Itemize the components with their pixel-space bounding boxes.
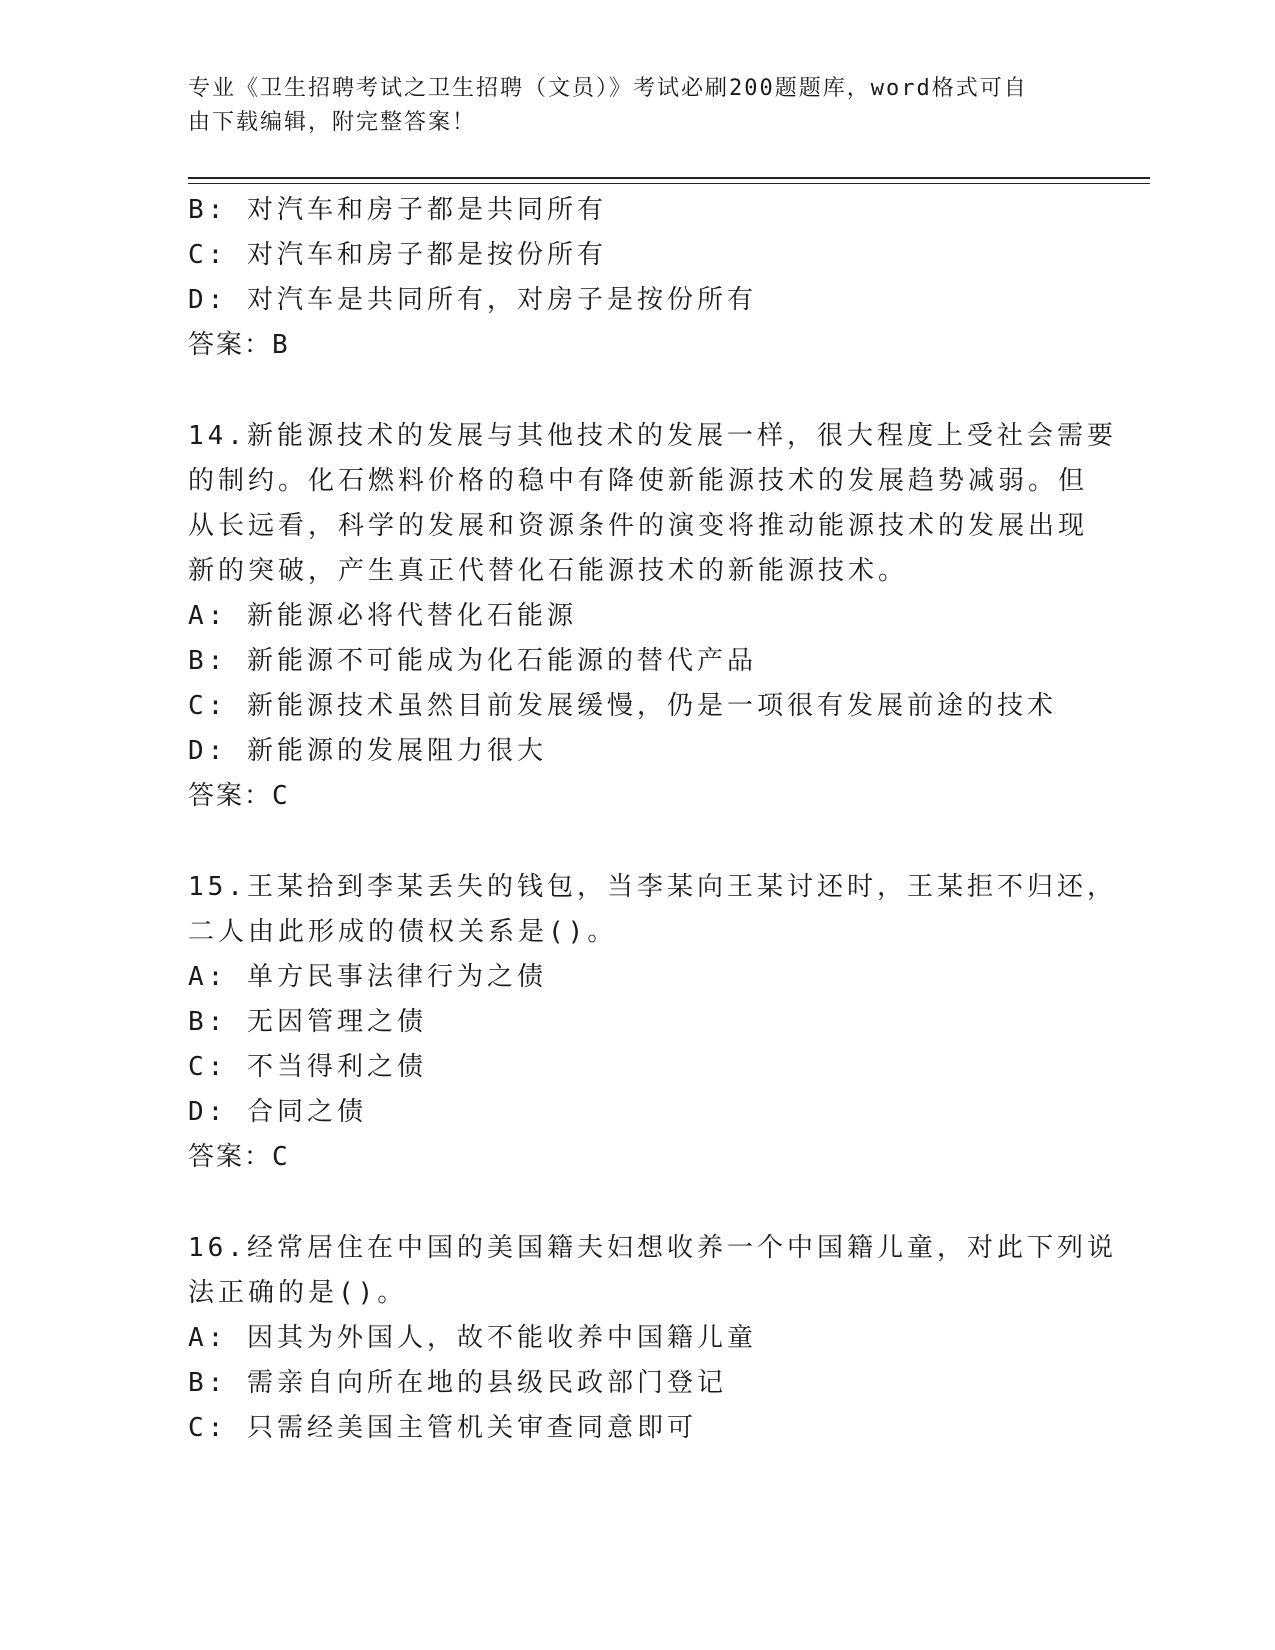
header-divider-thick <box>188 177 1150 179</box>
header-title-line-2: 由下载编辑，附完整答案！ <box>188 110 477 135</box>
question-13-continued <box>188 188 1088 368</box>
option-b: B: 对汽车和房子都是共同所有 <box>188 195 607 225</box>
question-stem-line: 16.经常居住在中国的美国籍夫妇想收养一个中国籍儿童，对此下列说 <box>188 1233 1117 1263</box>
option-c: C: 不当得利之债 <box>188 1052 427 1082</box>
question-16 <box>188 1226 1117 1451</box>
answer: 答案：B <box>188 330 290 360</box>
option-d: D: 对汽车是共同所有，对房子是按份所有 <box>188 285 757 315</box>
option-c: C: 对汽车和房子都是按份所有 <box>188 240 607 270</box>
answer: 答案：C <box>188 1142 290 1172</box>
option-d: D: 新能源的发展阻力很大 <box>188 736 547 766</box>
spacer <box>188 368 1088 414</box>
option-c: C: 只需经美国主管机关审查同意即可 <box>188 1413 697 1443</box>
option-b: B: 无因管理之债 <box>188 1007 427 1037</box>
document-header <box>188 72 1068 140</box>
option-b: B: 新能源不可能成为化石能源的替代产品 <box>188 646 757 676</box>
option-b: B: 需亲自向所在地的县级民政部门登记 <box>188 1368 727 1398</box>
option-d: D: 合同之债 <box>188 1097 367 1127</box>
question-stem-line: 15.王某拾到李某丢失的钱包，当李某向王某讨还时，王某拒不归还， <box>188 872 1117 902</box>
header-title-line-1: 专业《卫生招聘考试之卫生招聘（文员）》考试必刷200题题库，word格式可自 <box>188 76 1028 101</box>
question-stem-line: 二人由此形成的债权关系是()。 <box>188 917 618 947</box>
document-body <box>188 188 1117 1451</box>
option-a: A: 因其为外国人，故不能收养中国籍儿童 <box>188 1323 757 1353</box>
option-a: A: 新能源必将代替化石能源 <box>188 601 577 631</box>
header-divider-thin <box>188 183 1150 184</box>
question-stem-line: 新的突破，产生真正代替化石能源技术的新能源技术。 <box>188 556 909 586</box>
question-stem-line: 法正确的是()。 <box>188 1278 408 1308</box>
question-stem-line: 14.新能源技术的发展与其他技术的发展一样，很大程度上受社会需要 <box>188 421 1117 451</box>
question-stem-line: 从长远看，科学的发展和资源条件的演变将推动能源技术的发展出现 <box>188 511 1089 541</box>
question-stem-line: 的制约。化石燃料价格的稳中有降使新能源技术的发展趋势减弱。但 <box>188 466 1089 496</box>
question-15 <box>188 865 1117 1180</box>
spacer <box>188 819 1088 865</box>
option-a: A: 单方民事法律行为之债 <box>188 962 547 992</box>
question-14 <box>188 414 1117 819</box>
option-c: C: 新能源技术虽然目前发展缓慢，仍是一项很有发展前途的技术 <box>188 691 1057 721</box>
spacer <box>188 1180 1088 1226</box>
answer: 答案：C <box>188 781 290 811</box>
